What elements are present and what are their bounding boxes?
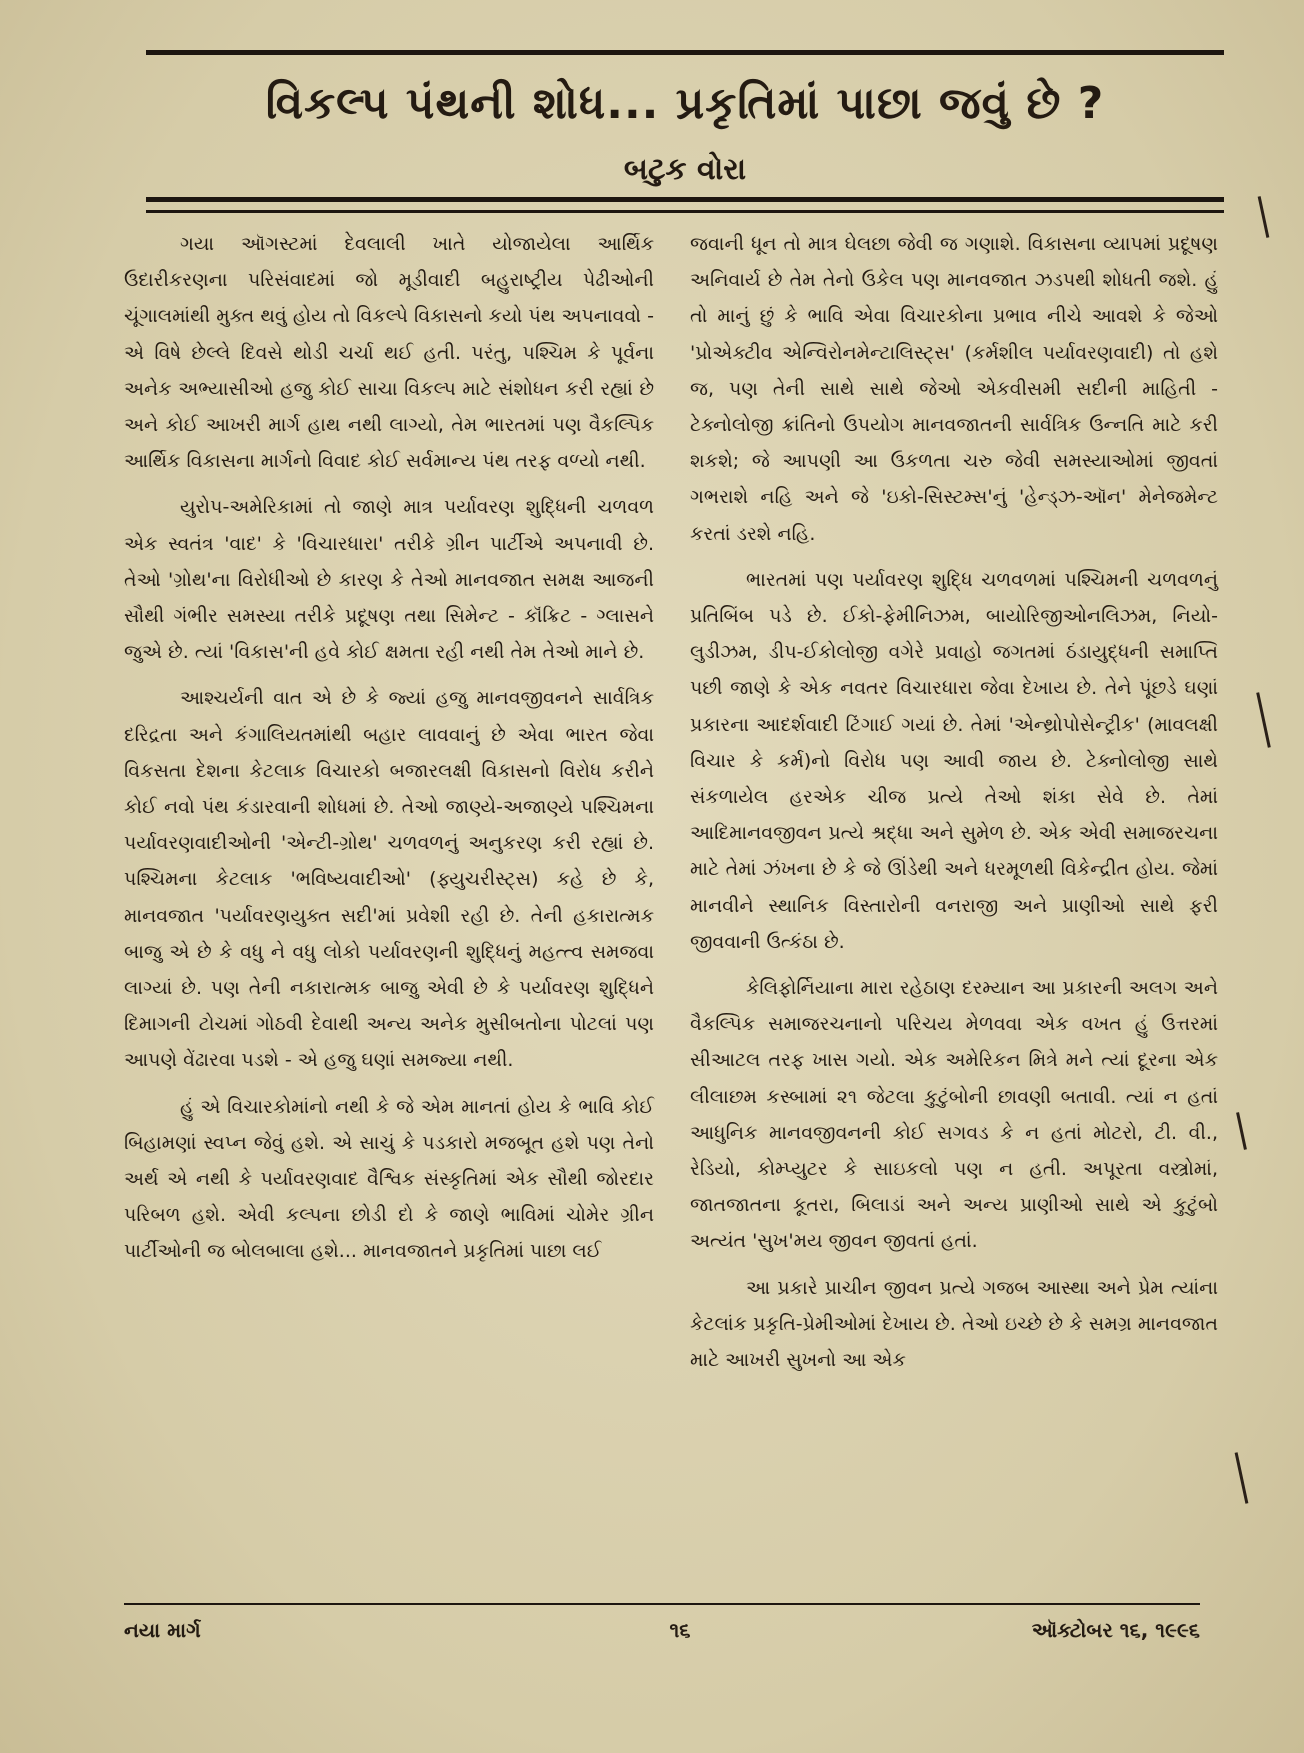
margin-mark — [1235, 1452, 1249, 1503]
margin-mark — [1258, 196, 1270, 238]
right-column — [690, 226, 1218, 1388]
paragraph: ગયા ઑગસ્ટમાં દેવલાલી ખાતે યોજાયેલા આર્થિક ઉદારીકરણના પરિસંવાદમાં જો મૂડીવાદી બહુરાષ્ટ્રીય પેઢીઓની ચૂંગાલમાંથી મુક્ત થવું હોય તો વિકલ્પે વિકાસનો કયો પંથ અપનાવવો - એ વિષે છેલ્લે દિવસે થોડી ચર્ચા થઈ હતી. પરંતુ, પશ્ચિમ કે પૂર્વના અનેક અભ્યાસીઓ હજુ કોઈ સાચા વિકલ્પ માટે સંશોધન કરી રહ્યાં છે અને કોઈ આખરી માર્ગ હાથ નથી લાગ્યો, તેમ ભારતમાં પણ વૈકલ્પિક આર્થિક વિકાસના માર્ગનો વિવાદ કોઈ સર્વમાન્ય પંથ તરફ વળ્યો નથી. — [124, 233, 654, 473]
paragraph: કેલિફોર્નિયાના મારા રહેઠાણ દરમ્યાન આ પ્રકારની અલગ અને વૈકલ્પિક સમાજરચનાનો પરિચય મેળવવા એક વખત હું ઉત્તરમાં સીઆટલ તરફ ખાસ ગયો. એક અમેરિકન મિત્રે મને ત્યાં દૂરના એક લીલાછમ કસ્બામાં ૨૧ જેટલા કુટુંબોની છાવણી બતાવી. ત્યાં ન હતાં આધુનિક માનવજીવનની કોઈ સગવડ કે ન હતાં મોટરો, ટી. વી., રેડિયો, કોમ્પ્યુટર કે સાઇકલો પણ ન હતી. અપૂરતા વસ્ત્રોમાં, જાતજાતના કૂતરા, બિલાડાં અને અન્ય પ્રાણીઓ સાથે એ કુટુંબો અત્યંત 'સુખ'મય જીવન જીવતાં હતાં. — [690, 977, 1218, 1253]
paragraph: યુરોપ-અમેરિકામાં તો જાણે માત્ર પર્યાવરણ શુદ્ધિની ચળવળ એક સ્વતંત્ર 'વાદ' કે 'વિચારધારા' તરીકે ગ્રીન પાર્ટીએ અપનાવી છે. તેઓ 'ગ્રોથ'ના વિરોધીઓ છે કારણ કે તેઓ માનવજાત સમક્ષ આજની સૌથી ગંભીર સમસ્યા તરીકે પ્રદૂષણ તથા સિમેન્ટ - કૉંક્રિટ - ગ્લાસને જુએ છે. ત્યાં 'વિકાસ'ની હવે કોઈ ક્ષમતા રહી નથી તેમ તેઓ માને છે. — [124, 496, 654, 664]
header-rule-thick — [146, 197, 1224, 202]
margin-mark — [1236, 1112, 1247, 1150]
paragraph: ભારતમાં પણ પર્યાવરણ શુદ્ધિ ચળવળમાં પશ્ચિમની ચળવળનું પ્રતિબિંબ પડે છે. ઈકો-ફેમીનિઝમ, બાયોરિજીઓનલિઝમ, નિયો-લુડીઝમ, ડીપ-ઈકોલોજી વગેરે પ્રવાહો જગતમાં ઠંડાયુદ્ધની સમાપ્તિ પછી જાણે કે એક નવતર વિચારધારા જેવા દેખાય છે. તેને પૂંછડે ઘણાં પ્રકારના આદર્શવાદી ટિંગાઈ ગયાં છે. તેમાં 'એન્થ્રોપોસેન્ટ્રીક' (માવલક્ષી વિચાર કે કર્મ)નો વિરોધ પણ આવી જાય છે. ટેક્નોલોજી સાથે સંકળાયેલ હરએક ચીજ પ્રત્યે તેઓ શંકા સેવે છે. તેમાં આદિમાનવજીવન પ્રત્યે શ્રદ્ધા અને સુમેળ છે. એક એવી સમાજરચના માટે તેમાં ઝંખના છે કે જે ઊંડેથી અને ધરમૂળથી વિકેન્દ્રીત હોય. જેમાં માનવીને સ્થાનિક વિસ્તારોની વનરાજી અને પ્રાણીઓ સાથે ફરી જીવવાની ઉત્કંઠા છે. — [690, 568, 1218, 953]
margin-mark — [1256, 692, 1271, 747]
article-title: વિકલ્પ પંથની શોધ... પ્રકૃતિમાં પાછા જવું છે ? — [265, 78, 1105, 129]
footer-magazine-name: નયા માર્ગ — [124, 1618, 201, 1642]
header-rule-thin — [146, 210, 1224, 213]
paragraph: આશ્ચર્યની વાત એ છે કે જ્યાં હજુ માનવજીવનને સાર્વત્રિક દરિદ્રતા અને કંગાલિયતમાંથી બહાર લાવવાનું છે એવા ભારત જેવા વિકસતા દેશના કેટલાક વિચારકો બજારલક્ષી વિકાસનો વિરોધ કરીને કોઈ નવો પંથ કંડારવાની શોધમાં છે. તેઓ જાણ્યે-અજાણ્યે પશ્ચિમના પર્યાવરણવાદીઓની 'એન્ટી-ગ્રોથ' ચળવળનું અનુકરણ કરી રહ્યાં છે. પશ્ચિમના કેટલાક 'ભવિષ્યવાદીઓ' (ફ્યુચરીસ્ટ્સ) કહે છે કે, માનવજાત 'પર્યાવરણયુક્ત સદી'માં પ્રવેશી રહી છે. તેની હકારાત્મક બાજુ એ છે કે વધુ ને વધુ લોકો પર્યાવરણની શુદ્ધિનું મહત્ત્વ સમજવા લાગ્યાં છે. પણ તેની નકારાત્મક બાજુ એવી છે કે પર્યાવરણ શુદ્ધિને દિમાગની ટોચમાં ગોઠવી દેવાથી અન્ય અનેક મુસીબતોના પોટલાં પણ આપણે વેંઢારવા પડશે - એ હજુ ઘણાં સમજ્યા નથી. — [124, 687, 654, 1072]
footer-date: ઑક્ટોબર ૧૬, ૧૯૯૬ — [1031, 1618, 1200, 1642]
paragraph: જવાની ધૂન તો માત્ર ઘેલછા જેવી જ ગણાશે. વિકાસના વ્યાપમાં પ્રદૂષણ અનિવાર્ય છે તેમ તેનો ઉકેલ પણ માનવજાત ઝડપથી શોધતી જશે. હું તો માનું છું કે ભાવિ એવા વિચારકોના પ્રભાવ નીચે આવશે કે જેઓ 'પ્રોએક્ટીવ એન્વિરોનમેન્ટાલિસ્ટ્સ' (કર્મશીલ પર્યાવરણવાદી) તો હશે જ, પણ તેની સાથે સાથે જેઓ એકવીસમી સદીની માહિતી - ટેક્નોલોજી ક્રાંતિનો ઉપયોગ માનવજાતની સાર્વત્રિક ઉન્નતિ માટે કરી શકશે; જે આપણી આ ઉકળતા ચરુ જેવી સમસ્યાઓમાં જીવતાં ગભરાશે નહિ અને જે 'ઇકો-સિસ્ટમ્સ'નું 'હેન્ડ્ઝ-ઑન' મેનેજમેન્ટ કરતાં ડરશે નહિ. — [690, 233, 1218, 545]
top-rule — [146, 50, 1224, 55]
footer-rule — [124, 1603, 1200, 1605]
left-column — [124, 226, 654, 1280]
footer-page-number: ૧૬ — [669, 1618, 691, 1642]
article-author: બટુક વોરા — [623, 152, 747, 187]
paragraph: આ પ્રકારે પ્રાચીન જીવન પ્રત્યે ગજબ આસ્થા અને પ્રેમ ત્યાંના કેટલાંક પ્રકૃતિ-પ્રેમીઓમાં દેખાય છે. તેઓ ઇચ્છે છે કે સમગ્ર માનવજાત માટે આખરી સુખનો આ એક — [690, 1276, 1218, 1372]
paragraph: હું એ વિચારકોમાંનો નથી કે જે એમ માનતાં હોય કે ભાવિ કોઈ બિહામણાં સ્વપ્ન જેવું હશે. એ સાચું કે પડકારો મજબૂત હશે પણ તેનો અર્થ એ નથી કે પર્યાવરણવાદ વૈશ્વિક સંસ્કૃતિમાં એક સૌથી જોરદાર પરિબળ હશે. એવી કલ્પના છોડી દો કે જાણે ભાવિમાં ચોમેર ગ્રીન પાર્ટીઓની જ બોલબાલા હશે... માનવજાતને પ્રકૃતિમાં પાછા લઈ — [124, 1095, 654, 1263]
